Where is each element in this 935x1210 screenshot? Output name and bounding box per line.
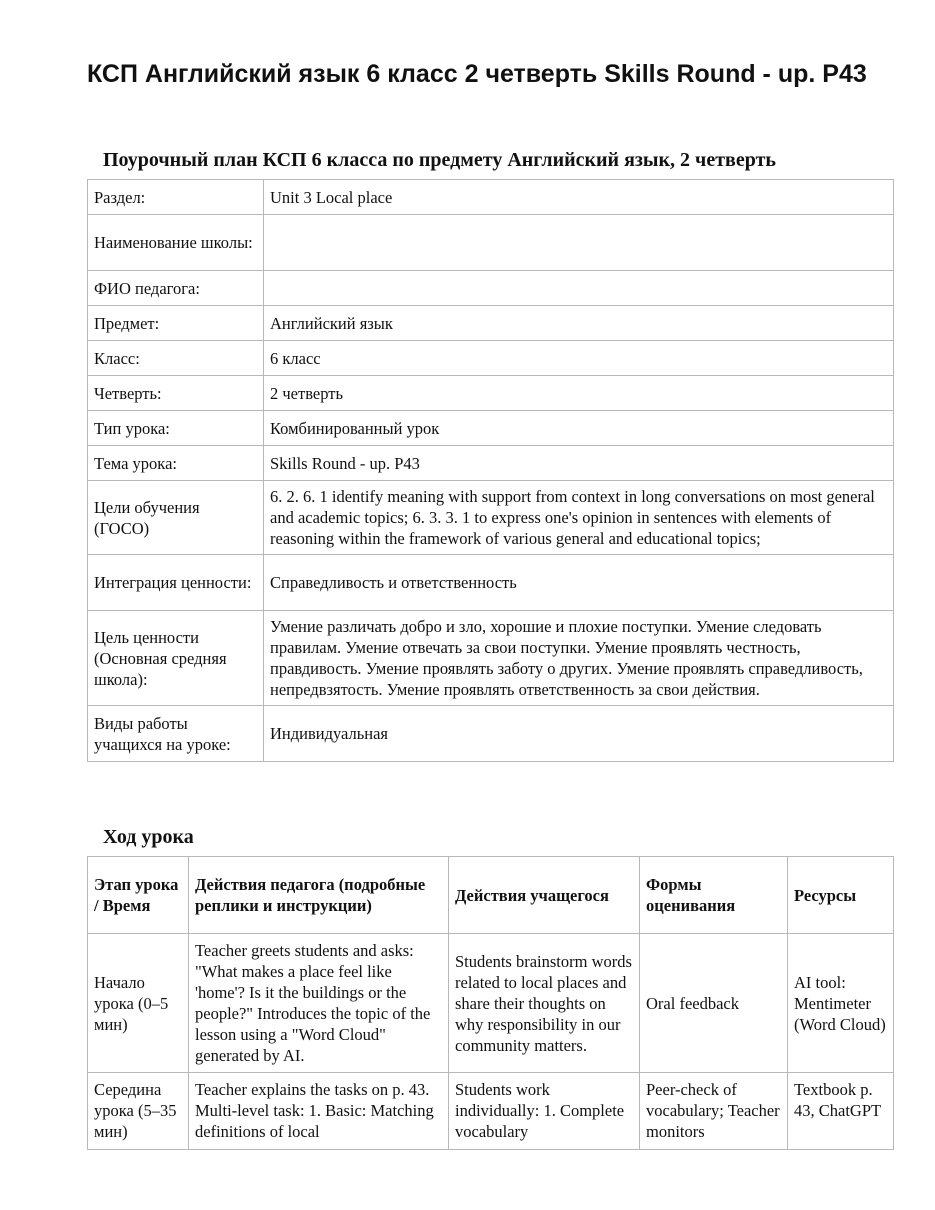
info-value: 6 класс xyxy=(264,341,894,376)
assessment-cell: Oral feedback xyxy=(640,934,788,1073)
info-row-lesson-type xyxy=(88,411,894,446)
info-value xyxy=(264,215,894,271)
lesson-header-row xyxy=(88,857,894,934)
assessment-cell: Peer-check of vocabulary; Teacher monitors xyxy=(640,1073,788,1150)
info-label: Класс: xyxy=(88,341,264,376)
info-row-grade xyxy=(88,341,894,376)
info-label: Тема урока: xyxy=(88,446,264,481)
resources-cell: AI tool: Mentimeter (Word Cloud) xyxy=(788,934,894,1073)
teacher-actions-cell: Teacher greets students and asks: "What makes a place feel like 'home'? Is it the buildings or the people?" Introduces the topic of the lesson using a "Word Cloud" generated by AI. xyxy=(189,934,449,1073)
info-value: Unit 3 Local place xyxy=(264,180,894,215)
info-value: Английский язык xyxy=(264,306,894,341)
header-resources: Ресурсы xyxy=(788,857,894,934)
info-label: Цель ценности (Основная средняя школа): xyxy=(88,611,264,706)
info-row-objectives xyxy=(88,481,894,555)
lesson-info-table xyxy=(87,179,894,762)
header-assessment: Формы оценивания xyxy=(640,857,788,934)
stage-cell: Середина урока (5–35 мин) xyxy=(88,1073,189,1150)
info-row-teacher xyxy=(88,271,894,306)
info-value: Справедливость и ответственность xyxy=(264,555,894,611)
info-label: Виды работы учащихся на уроке: xyxy=(88,706,264,762)
info-row-school xyxy=(88,215,894,271)
info-label: Цели обучения (ГОСО) xyxy=(88,481,264,555)
student-actions-cell: Students brainstorm words related to local places and share their thoughts on why responsibility in our community matters. xyxy=(449,934,640,1073)
info-value: Умение различать добро и зло, хорошие и плохие поступки. Умение следовать правилам. Умение отвечать за свои поступки. Умение проявлять честность, правдивость. Умение проявлять заботу о других. Умение проявлять справедливость, непредвзятость. Умение проявлять ответственность за свои действия. xyxy=(264,611,894,706)
info-row-work-types xyxy=(88,706,894,762)
stage-cell: Начало урока (0–5 мин) xyxy=(88,934,189,1073)
info-row-value-goal xyxy=(88,611,894,706)
info-label: Интеграция ценности: xyxy=(88,555,264,611)
info-value: Индивидуальная xyxy=(264,706,894,762)
page-title: КСП Английский язык 6 класс 2 четверть Skills Round - up. P43 xyxy=(87,60,867,88)
plan-title: Поурочный план КСП 6 класса по предмету Английский язык, 2 четверть xyxy=(103,149,776,171)
info-row-section xyxy=(88,180,894,215)
info-row-subject xyxy=(88,306,894,341)
info-row-topic xyxy=(88,446,894,481)
info-row-value-integration xyxy=(88,555,894,611)
info-label: Тип урока: xyxy=(88,411,264,446)
info-label: Наименование школы: xyxy=(88,215,264,271)
info-value xyxy=(264,271,894,306)
info-value: Skills Round - up. P43 xyxy=(264,446,894,481)
resources-cell: Textbook p. 43, ChatGPT xyxy=(788,1073,894,1150)
info-label: Предмет: xyxy=(88,306,264,341)
info-label: ФИО педагога: xyxy=(88,271,264,306)
lesson-row-start xyxy=(88,934,894,1073)
header-stage: Этап урока / Время xyxy=(88,857,189,934)
header-student-actions: Действия учащегося xyxy=(449,857,640,934)
info-row-quarter xyxy=(88,376,894,411)
lesson-flow-table xyxy=(87,856,894,1150)
lesson-flow-title: Ход урока xyxy=(103,826,194,848)
info-label: Четверть: xyxy=(88,376,264,411)
header-teacher-actions: Действия педагога (подробные реплики и инструкции) xyxy=(189,857,449,934)
info-label: Раздел: xyxy=(88,180,264,215)
info-value: 6. 2. 6. 1 identify meaning with support from context in long conversations on most general and academic topics; 6. 3. 3. 1 to express one's opinion in sentences with elements of reasoning within the framework of various general and educational topics; xyxy=(264,481,894,555)
info-value: 2 четверть xyxy=(264,376,894,411)
student-actions-cell: Students work individually: 1. Complete vocabulary xyxy=(449,1073,640,1150)
lesson-row-middle xyxy=(88,1073,894,1150)
info-value: Комбинированный урок xyxy=(264,411,894,446)
teacher-actions-cell: Teacher explains the tasks on p. 43. Multi-level task: 1. Basic: Matching definitions of local xyxy=(189,1073,449,1150)
